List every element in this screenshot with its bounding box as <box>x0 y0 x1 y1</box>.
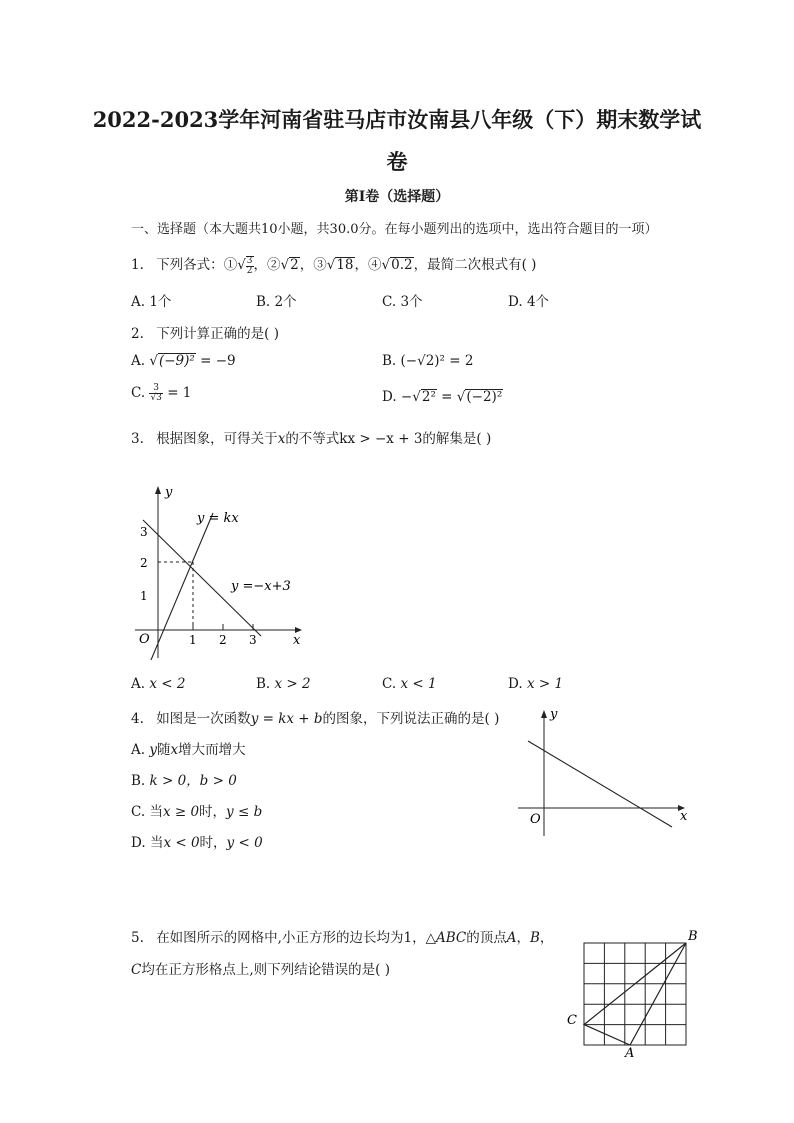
x-tick-label-2: 2 <box>219 633 227 647</box>
question-5-stem-line2 <box>131 958 390 978</box>
stem-prefix: 下列各式： <box>156 257 224 273</box>
stem-text: 的图象，下列说法正确的是( ) <box>322 711 500 727</box>
square-grid <box>584 943 686 1045</box>
question-5-stem-line1 <box>131 926 553 946</box>
q2-option-a[interactable] <box>131 353 236 369</box>
option-text: 当 <box>149 804 163 820</box>
option-label: D. <box>382 389 397 405</box>
stem-var: C <box>131 962 142 978</box>
option-var: y <box>149 742 157 758</box>
q4-graph <box>512 703 697 843</box>
document-title-line1: 2022-2023学年河南省驻马店市汝南县八年级（下）期末数学试 <box>92 107 702 132</box>
option-label: B. <box>256 676 271 692</box>
option-label: A. <box>131 353 146 369</box>
option-text: x < 2 <box>149 676 186 692</box>
option-text: 3个 <box>400 294 423 310</box>
sqrt-sign: √ <box>381 257 391 273</box>
separator: ， <box>354 257 369 273</box>
instructions: 一、选择题（本大题共10小题，共30.0分。在每小题列出的选项中，选出符合题目的一项） <box>131 222 658 237</box>
vertex-c-label: C <box>567 1013 577 1028</box>
sqrt-sign: √ <box>237 257 246 273</box>
stem-number: 1 <box>403 930 413 946</box>
option-label: B. <box>382 353 397 369</box>
option-label: B. <box>131 773 146 789</box>
y-tick-label-3: 3 <box>140 525 148 539</box>
x-axis-label: x <box>680 809 688 824</box>
origin-label: O <box>530 812 541 827</box>
question-number: 1. <box>131 257 144 273</box>
q1-option-d[interactable] <box>508 290 549 310</box>
document-title-line2: 卷 <box>386 149 408 174</box>
option-label: A. <box>131 294 146 310</box>
line-label-neg-x: y =−x+3 <box>231 579 291 594</box>
section-heading: 第I卷（选择题） <box>344 189 450 205</box>
option-text: x < 1 <box>400 676 437 692</box>
option-label: C. <box>131 385 146 401</box>
q1-option-c[interactable] <box>382 290 423 310</box>
option-text: 4个 <box>526 294 550 310</box>
sqrt-sign: √ <box>280 257 290 273</box>
radicand: 2 <box>290 257 299 273</box>
vertex-a-label: A <box>625 1046 635 1060</box>
radicand: 18 <box>336 257 354 273</box>
question-number: 5. <box>131 930 144 946</box>
q2-option-d[interactable] <box>382 389 503 405</box>
stem-math: y = kx + b <box>250 711 323 727</box>
q2-option-b[interactable] <box>382 353 473 369</box>
option-text: 1个 <box>149 294 172 310</box>
q3-option-a[interactable] <box>131 676 185 692</box>
stem-text: ， <box>412 930 426 946</box>
q3-option-b[interactable] <box>256 676 311 692</box>
option-text: = −9 <box>195 353 236 369</box>
line-y-kx <box>151 513 213 660</box>
option-text: 时， <box>199 804 227 820</box>
question-4-stem <box>131 707 499 727</box>
y-axis-arrow <box>155 486 161 494</box>
circled-3: ③ <box>313 257 327 273</box>
option-label: C. <box>131 804 146 820</box>
option-text: k > 0，b > 0 <box>149 773 237 789</box>
stem-text: ， <box>516 930 530 946</box>
option-text: 时， <box>199 835 227 851</box>
stem-math: △ABC <box>425 930 467 946</box>
circled-1: ① <box>223 257 238 273</box>
stem-text: 在如图所示的网格中,小正方形的边长均为 <box>156 930 404 946</box>
option-text: (−√2)² = 2 <box>400 353 474 369</box>
triangle-abc <box>584 943 686 1045</box>
fraction-3-over-sqrt3: $\frac{3}{√3}$ <box>150 383 162 403</box>
option-text: − <box>396 389 413 405</box>
option-text: 2个 <box>274 294 297 310</box>
option-math: y < 0 <box>226 835 263 851</box>
stem-text: 如图是一次函数 <box>156 711 251 727</box>
q4-option-d[interactable] <box>131 831 263 851</box>
stem-suffix: ，最简二次根式有( ) <box>413 257 537 273</box>
function-line <box>528 741 672 827</box>
stem-text: 根据图象，可得关于 <box>156 431 278 447</box>
radicand: 0.2 <box>391 257 413 273</box>
q3-option-c[interactable] <box>382 676 437 692</box>
q1-option-b[interactable] <box>256 290 297 310</box>
q2-option-c[interactable] <box>131 384 191 403</box>
stem-text: 均在正方形格点上,则下列结论错误的是( ) <box>141 962 390 978</box>
q5-grid-figure <box>560 925 700 1060</box>
x-axis-label: x <box>293 633 301 648</box>
option-label: C. <box>382 676 397 692</box>
option-label: C. <box>382 294 397 310</box>
option-label: D. <box>508 294 523 310</box>
q1-option-a[interactable] <box>131 290 171 310</box>
vertex-b-label: B <box>688 929 698 944</box>
q4-option-a[interactable] <box>131 738 246 758</box>
x-tick-label-3: 3 <box>249 633 257 647</box>
option-text: x > 2 <box>274 676 311 692</box>
separator: ， <box>253 257 268 273</box>
sqrt-sign: √ <box>326 257 336 273</box>
stem-text: 下列计算正确的是( ) <box>156 326 280 342</box>
option-label: D. <box>508 676 523 692</box>
y-axis-label: y <box>165 485 173 500</box>
fraction-3-over-2: $\frac{3}{2}$ <box>246 255 253 276</box>
line-label-kx: y = kx <box>197 511 239 526</box>
option-math: x ≥ 0 <box>162 804 200 820</box>
question-2-stem <box>131 322 279 342</box>
question-1-stem <box>131 253 536 276</box>
stem-text: 的顶点 <box>466 930 507 946</box>
origin-label: O <box>139 632 150 647</box>
option-text: 增大而增大 <box>178 742 246 758</box>
question-number: 3. <box>131 431 144 447</box>
radicand: 2² <box>421 389 436 405</box>
q3-option-d[interactable] <box>508 676 563 692</box>
option-text: 当 <box>149 835 164 851</box>
line-y-neg-x-plus-3 <box>143 520 261 636</box>
option-math: y ≤ b <box>226 804 263 820</box>
option-text: = <box>436 389 457 405</box>
question-3-stem <box>131 427 491 447</box>
option-var: x <box>170 742 179 758</box>
q4-option-c[interactable] <box>131 800 262 820</box>
option-label: D. <box>131 835 146 851</box>
stem-text: ， <box>539 930 554 946</box>
option-math: x < 0 <box>163 835 200 851</box>
stem-var: B <box>529 930 540 946</box>
option-text: 随 <box>156 742 171 758</box>
q4-option-b[interactable] <box>131 769 237 789</box>
y-axis-arrow <box>541 710 547 718</box>
separator: ， <box>299 257 314 273</box>
option-text: = 1 <box>162 385 192 401</box>
option-label: A. <box>131 742 146 758</box>
radicand: (−2)² <box>466 389 503 405</box>
option-label: B. <box>256 294 271 310</box>
stem-variable: x <box>277 431 286 447</box>
question-number: 2. <box>131 326 144 342</box>
option-label: A. <box>131 676 146 692</box>
circled-4: ④ <box>368 257 382 273</box>
q3-graph <box>125 478 315 668</box>
radicand: (−9)² <box>158 353 195 369</box>
option-text: x > 1 <box>526 676 564 692</box>
sqrt-sign: √ <box>456 389 466 405</box>
y-axis-label: y <box>550 707 558 722</box>
question-number: 4. <box>131 711 144 727</box>
circled-2: ② <box>267 257 281 273</box>
x-tick-label-1: 1 <box>189 633 197 647</box>
stem-var: A <box>506 930 517 946</box>
stem-text: 的不等式kx > −x + 3的解集是( ) <box>285 431 492 447</box>
y-tick-label-1: 1 <box>140 589 148 603</box>
sqrt-sign: √ <box>149 353 158 369</box>
sqrt-sign: √ <box>412 389 421 405</box>
y-tick-label-2: 2 <box>140 556 148 570</box>
